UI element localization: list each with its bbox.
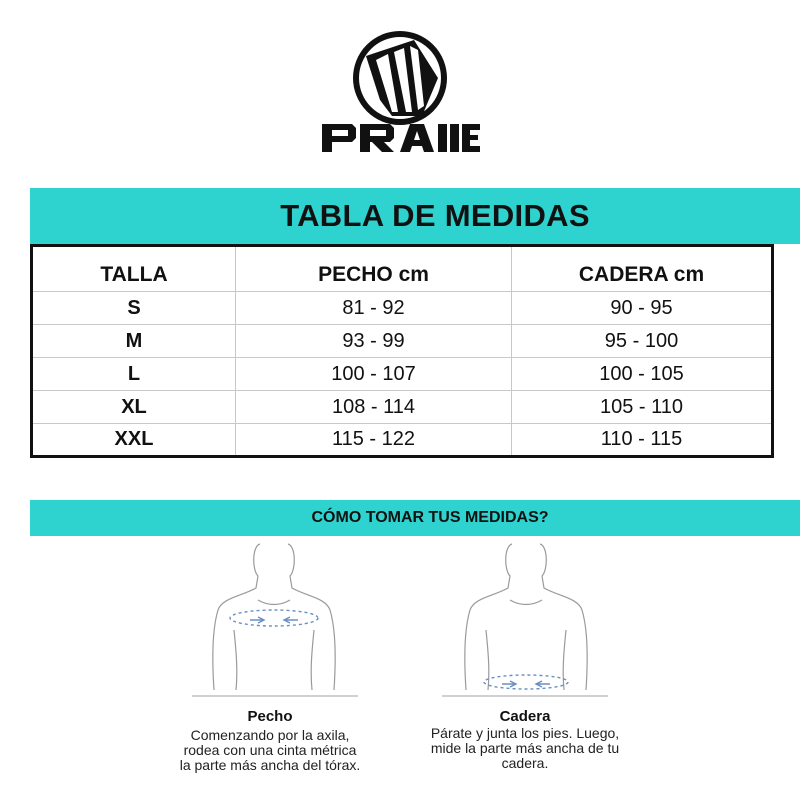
- pecho-description: [150, 728, 390, 773]
- size-table: [30, 244, 774, 458]
- table-row: [32, 391, 773, 424]
- pecho-cell: 115 - 122: [236, 424, 512, 457]
- cadera-cell: 90 - 95: [512, 292, 773, 325]
- cadera-desc-line: mide la parte más ancha de tu: [430, 740, 620, 756]
- size-cell: M: [32, 325, 236, 358]
- measuring-tape-icon: [230, 610, 318, 626]
- pecho-cell: 93 - 99: [236, 325, 512, 358]
- cadera-desc-line: Párate y junta los pies. Luego,: [430, 725, 620, 741]
- table-row: [32, 358, 773, 391]
- pecho-desc-line: la parte más ancha del tórax.: [179, 757, 361, 773]
- column-header-cadera: CADERA cm: [512, 246, 773, 292]
- size-cell: XL: [32, 391, 236, 424]
- cadera-label: Cadera: [499, 708, 551, 725]
- cadera-cell: 100 - 105: [512, 358, 773, 391]
- pecho-desc-line: Comenzando por la axila,: [190, 727, 350, 743]
- table-row: [32, 325, 773, 358]
- cadera-cell: 95 - 100: [512, 325, 773, 358]
- page-title: TABLA DE MEDIDAS: [280, 198, 590, 233]
- brand-logo-icon: [318, 20, 482, 160]
- measuring-tape-icon: [484, 675, 568, 689]
- pecho-cell: 100 - 107: [236, 358, 512, 391]
- table-row: [32, 292, 773, 325]
- size-cell: XXL: [32, 424, 236, 457]
- column-header-talla: TALLA: [32, 246, 236, 292]
- chest-figure-icon: [190, 540, 360, 700]
- howto-title: CÓMO TOMAR TUS MEDIDAS?: [311, 509, 549, 526]
- cadera-cell: 105 - 110: [512, 391, 773, 424]
- table-header-row: [32, 246, 773, 292]
- size-cell: L: [32, 358, 236, 391]
- cadera-cell: 110 - 115: [512, 424, 773, 457]
- size-cell: S: [32, 292, 236, 325]
- hip-figure-icon: [440, 540, 610, 700]
- column-header-pecho: PECHO cm: [236, 246, 512, 292]
- pecho-desc-line: rodea con una cinta métrica: [183, 742, 357, 758]
- table-row: [32, 424, 773, 457]
- pecho-cell: 108 - 114: [236, 391, 512, 424]
- cadera-description: [405, 726, 645, 771]
- pecho-label: Pecho: [247, 708, 293, 725]
- pecho-cell: 81 - 92: [236, 292, 512, 325]
- cadera-desc-line: cadera.: [501, 755, 549, 771]
